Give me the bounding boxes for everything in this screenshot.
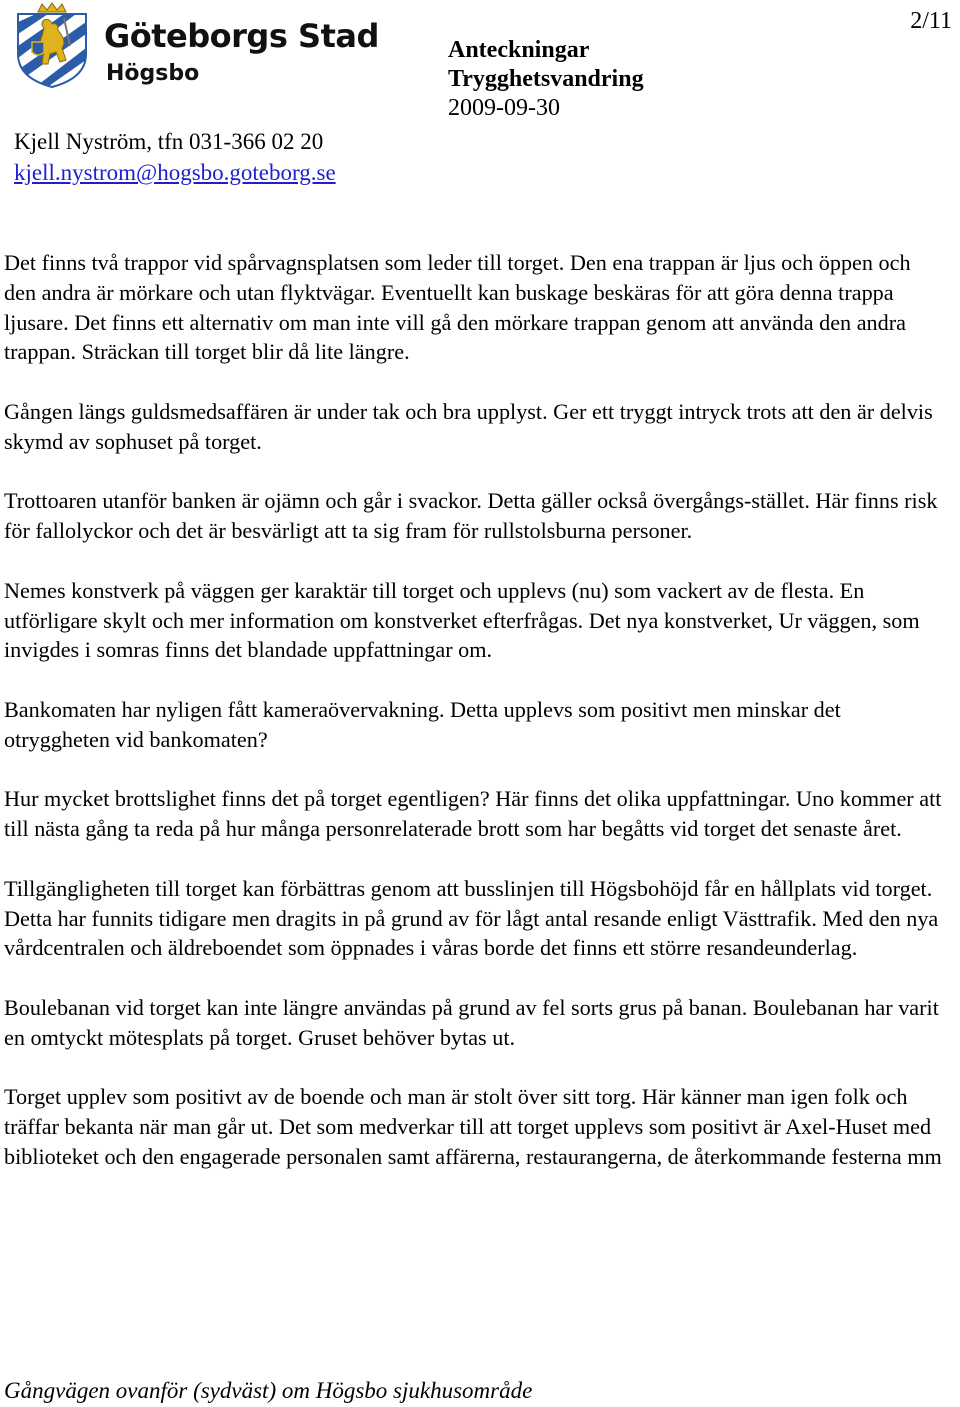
document-title (448, 36, 644, 123)
paragraph: Nemes konstverk på väggen ger karaktär till torget och upplevs (nu) som vackert av de flesta. En utförligare skylt och mer information om konstverket efterfrågas. Det nya konstverket, Ur väggen, som invigdes i somras finns det blandade uppfattningar om. (4, 577, 920, 663)
contact-info (14, 126, 336, 188)
paragraph: Gången längs guldsmedsaffären är under tak och bra upplyst. Ger ett tryggt intryck trots att den är delvis skymd av sophuset på torget. (4, 398, 933, 454)
city-crest-lion-icon (14, 2, 90, 88)
contact-name: Kjell Nyström, tfn 031-366 02 20 (14, 129, 324, 154)
document-header (0, 0, 960, 200)
document-title-line-1: Anteckningar (448, 37, 590, 63)
contact-email-link[interactable]: kjell.nystrom@hogsbo.goteborg.se (14, 160, 336, 185)
paragraph: Tillgängligheten till torget kan förbättras genom att busslinjen till Högsbohöjd får en hållplats vid torget. Detta har funnits tidigare men dragits in på grund av för lågt antal resande enligt Västtrafik. Med den nya vårdcentralen och äldreboendet som öppnades i våras borde det finns ett större resandeunderlag. (4, 875, 939, 961)
paragraph: Trottoaren utanför banken är ojämn och går i svackor. Detta gäller också övergångs-stället. Här finns risk för fallolyckor och det är besvärligt att ta sig fram för rullstolsburna personer. (4, 488, 938, 544)
org-district: Högsbo (106, 61, 200, 86)
section-heading: Gångvägen ovanför (sydväst) om Högsbo sjukhusområde (4, 1378, 533, 1403)
page-number: 2/11 (910, 8, 952, 34)
document-date: 2009-09-30 (448, 95, 560, 121)
paragraph: Bankomaten har nyligen fått kameraövervakning. Detta upplevs som positivt men minskar det otryggheten vid bankomaten? (4, 696, 841, 752)
paragraph: Boulebanan vid torget kan inte längre användas på grund av fel sorts grus på banan. Boulebanan har varit en omtyckt mötesplats på torget. Gruset behöver bytas ut. (4, 994, 939, 1050)
paragraph: Torget upplev som positivt av de boende och man är stolt över sitt torg. Här känner man igen folk och träffar bekanta när man går ut. Det som medverkar till att torget upplevs som positivt är Axel-Huset med biblioteket och den engagerade personalen samt affärerna, restaurangerna, de återkommande festerna mm (4, 1084, 942, 1169)
org-name: Göteborgs Stad (104, 17, 379, 55)
document-title-line-2: Trygghetsvandring (448, 66, 644, 92)
paragraph: Hur mycket brottslighet finns det på torget egentligen? Här finns det olika uppfattningar. Uno kommer att till nästa gång ta reda på hur många personrelaterade brott som har begåtts vid torget det senaste året. (4, 786, 942, 842)
document-body (4, 248, 944, 1202)
paragraph: Det finns två trappor vid spårvagnsplatsen som leder till torget. Den ena trappan är ljus och öppen och den andra är mörkare och utan flyktvägar. Eventuellt kan buskage beskäras för att göra denna trappa ljusare. Det finns ett alternativ om man inte vill gå den mörkare trappan genom att använda den andra trappan. Sträckan till torget blir då lite längre. (4, 250, 911, 365)
